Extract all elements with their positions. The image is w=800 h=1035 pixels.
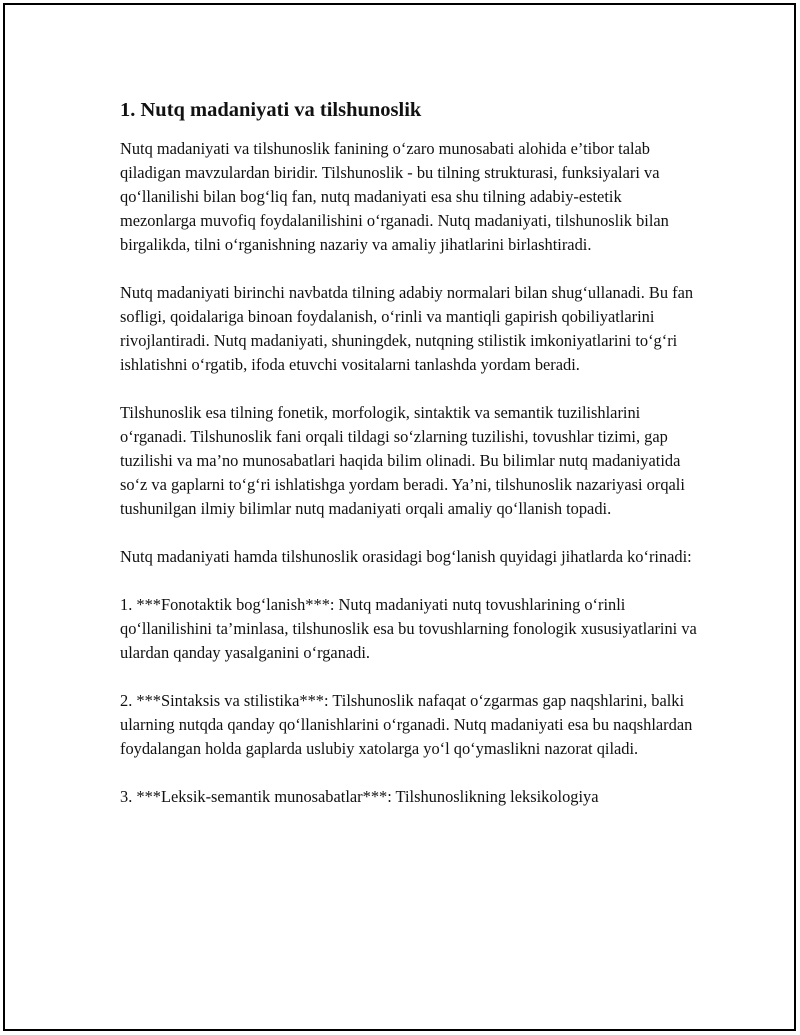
paragraph-literary-norms: Nutq madaniyati birinchi navbatda tilning adabiy normalari bilan shug‘ullanadi. Bu fan sofligi, qoidalariga binoan foydalanish, o‘rinli va mantiqli gapirish qobiliyatlarini rivojlantiradi. Nutq madaniyati, shuningdek, nutqning stilistik imkoniyatlarini to‘g‘ri ishlatishni o‘rgatib, ifoda etuvchi vositalarni tanlashda yordam beradi. [120,283,694,374]
document-body [120,97,700,833]
paragraph-connection-intro: Nutq madaniyati hamda tilshunoslik orasidagi bog‘lanish quyidagi jihatlarda ko‘rinadi: [120,547,692,566]
list-item-lexical-semantic: 3. ***Leksik-semantik munosabatlar***: Tilshunoslikning leksikologiya [120,787,599,806]
list-item-phonotactic: 1. ***Fonotaktik bog‘lanish***: Nutq madaniyati nutq tovushlarining o‘rinli qo‘llanilishini ta’minlasa, tilshunoslik esa bu tovushlarning fonologik xususiyatlarini va ulardan qanday yasalganini o‘rganadi. [120,595,697,662]
section-heading: 1. Nutq madaniyati va tilshunoslik [120,99,422,121]
list-item-syntax-stylistics: 2. ***Sintaksis va stilistika***: Tilshunoslik nafaqat o‘zgarmas gap naqshlarini, balki ularning nutqda qanday qo‘llanishlarini o‘rganadi. Nutq madaniyati esa bu naqshlardan foydalangan holda gaplarda uslubiy xatolarga yo‘l qo‘ymaslikni nazorat qiladi. [120,691,693,758]
document-page [3,3,796,1031]
paragraph-intro: Nutq madaniyati va tilshunoslik fanining o‘zaro munosabati alohida e’tibor talab qiladigan mavzulardan biridir. Tilshunoslik - bu tilning strukturasi, funksiyalari va qo‘llanilishi bilan bog‘liq fan, nutq madaniyati esa shu tilning adabiy-estetik mezonlarga muvofiq foydalanilishini o‘rganadi. Nutq madaniyati, tilshunoslik bilan birgalikda, tilni o‘rganishning nazariy va amaliy jihatlarini birlashtiradi. [120,139,669,254]
paragraph-linguistics: Tilshunoslik esa tilning fonetik, morfologik, sintaktik va semantik tuzilishlarini o‘rganadi. Tilshunoslik fani orqali tildagi so‘zlarning tuzilishi, tovushlar tizimi, gap tuzilishi va ma’no munosabatlari haqida bilim olinadi. Bu bilimlar nutq madaniyatida so‘z va gaplarni to‘g‘ri ishlatishga yordam beradi. Ya’ni, tilshunoslik nazariyasi orqali tushunilgan ilmiy bilimlar nutq madaniyati orqali amaliy qo‘llanish topadi. [120,403,685,518]
